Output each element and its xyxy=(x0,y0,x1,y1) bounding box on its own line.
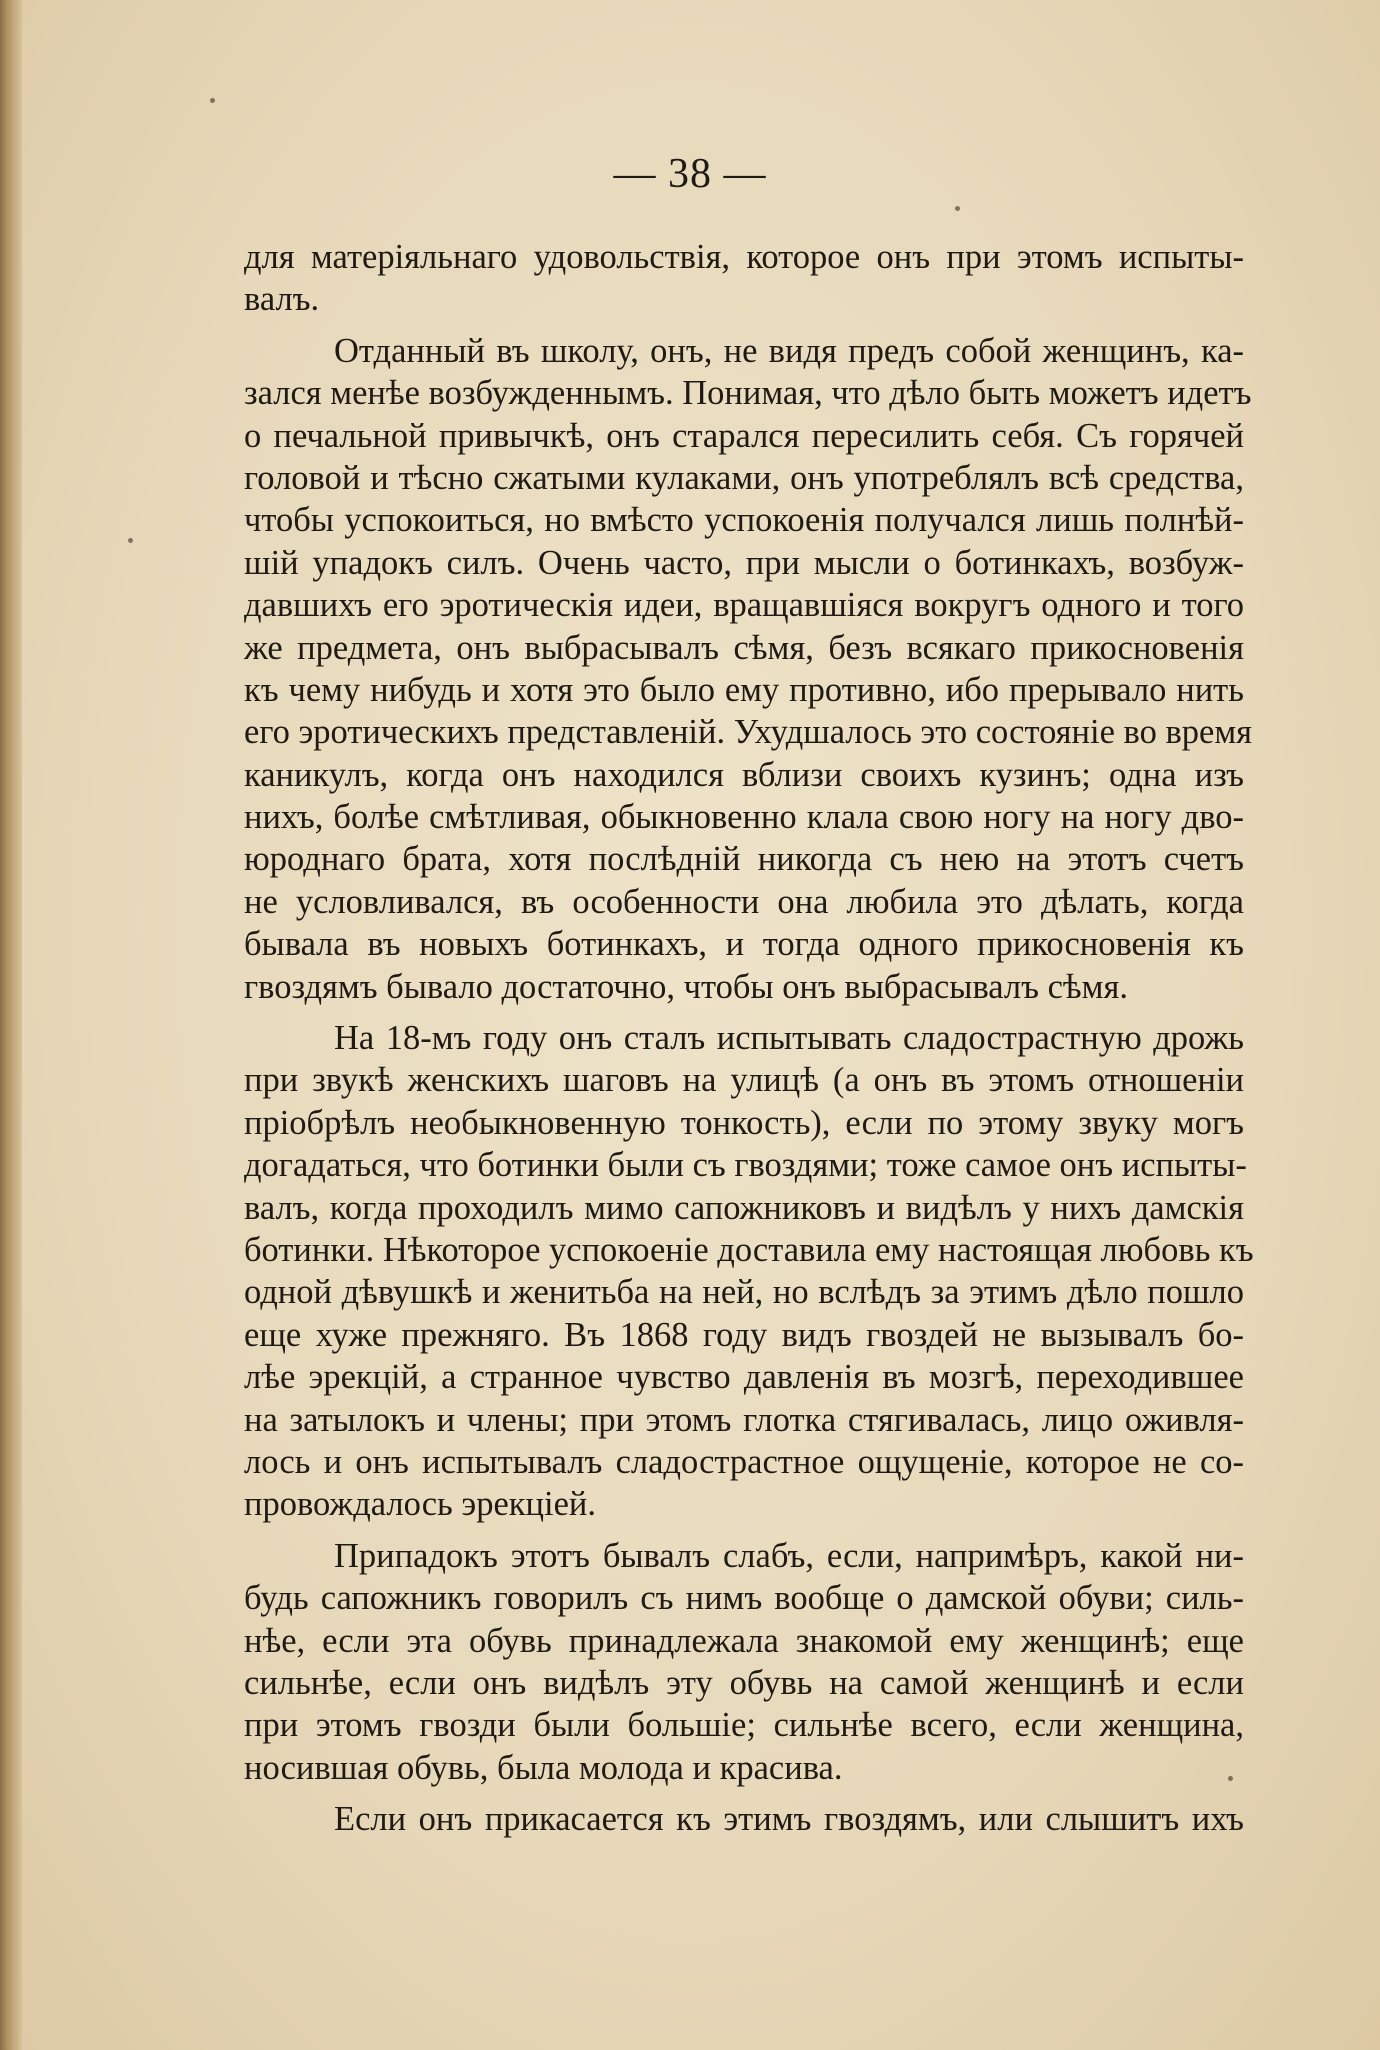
page-number: — 38 — xyxy=(613,151,767,197)
paper-speck xyxy=(210,98,215,103)
text-line: догадаться, что ботинки были съ гвоздями; тоже самое онъ испыты- xyxy=(244,1146,1247,1185)
paragraph-gap xyxy=(244,1526,1244,1535)
text-line: о печальной привычкѣ, онъ старался пересилить себя. Съ горячей xyxy=(244,416,1244,455)
text-line: сильнѣе, если онъ видѣлъ эту обувь на самой женщинѣ и если xyxy=(244,1663,1244,1702)
paragraph-gap xyxy=(244,1008,1244,1017)
text-line: къ чему нибудь и хотя это было ему противно, ибо прерывало нить xyxy=(244,670,1244,709)
text-line: каникулъ, когда онъ находился вблизи своихъ кузинъ; одна изъ xyxy=(244,755,1244,794)
paper-speck xyxy=(1228,1776,1233,1781)
text-line: На 18-мъ году онъ сталъ испытывать сладострастную дрожь xyxy=(334,1019,1244,1058)
paragraph xyxy=(244,236,1244,321)
text-line: его эротическихъ представленій. Ухудшалось это состояніе во время xyxy=(244,713,1253,752)
text-line: ботинки. Нѣкоторое успокоеніе доставила ему настоящая любовь къ xyxy=(244,1230,1254,1269)
text-line: нихъ, болѣе смѣтливая, обыкновенно клала свою ногу на ногу дво- xyxy=(244,798,1244,837)
text-line: при звукѣ женскихъ шаговъ на улицѣ (а онъ въ этомъ отношеніи xyxy=(244,1061,1244,1100)
text-line: валъ, когда проходилъ мимо сапожниковъ и видѣлъ у нихъ дамскія xyxy=(244,1188,1244,1227)
text-line: Отданный въ школу, онъ, не видя предъ собой женщинъ, ка- xyxy=(334,331,1244,370)
text-line: нѣе, если эта обувь принадлежала знакомой ему женщинѣ; еще xyxy=(244,1621,1244,1660)
text-line: головой и тѣсно сжатыми кулаками, онъ употреблялъ всѣ средства, xyxy=(244,458,1244,497)
text-line: пріобрѣлъ необыкновенную тонкость), если по этому звуку могъ xyxy=(244,1103,1244,1142)
text-line: на затылокъ и члены; при этомъ глотка стягивалась, лицо оживля- xyxy=(244,1400,1244,1439)
text-line: не условливался, въ особенности она любила это дѣлать, когда xyxy=(244,882,1244,921)
paragraph xyxy=(244,330,1253,1008)
text-line: Припадокъ этотъ бывалъ слабъ, если, напримѣръ, какой ни- xyxy=(334,1536,1244,1575)
text-line: для матеріяльнаго удовольствія, которое онъ при этомъ испыты- xyxy=(244,238,1244,276)
page-spine-edge xyxy=(0,0,22,2050)
body-text xyxy=(244,236,1254,1840)
text-line: юроднаго брата, хотя послѣдній никогда съ нею на этотъ счетъ xyxy=(244,840,1244,879)
paragraph xyxy=(244,1535,1244,1789)
text-line: провождалось эрекціей. xyxy=(244,1485,596,1524)
text-line: при этомъ гвозди были большіе; сильнѣе всего, если женщина, xyxy=(244,1706,1244,1745)
paragraph-gap xyxy=(244,321,1244,330)
text-line: будь сапожникъ говорилъ съ нимъ вообще о дамской обуви; силь- xyxy=(244,1579,1244,1618)
paper-speck xyxy=(955,206,960,211)
text-line: чтобы успокоиться, но вмѣсто успокоенія получался лишь полнѣй- xyxy=(244,501,1244,540)
text-line: лось и онъ испытывалъ сладострастное ощущеніе, которое не со- xyxy=(244,1442,1244,1481)
text-line: еще хуже прежняго. Въ 1868 году видъ гвоздей не вызывалъ бо- xyxy=(244,1315,1244,1354)
text-line: валъ. xyxy=(244,280,320,319)
paragraph xyxy=(244,1017,1254,1526)
text-line: давшихъ его эротическія идеи, вращавшіяся вокругъ одного и того xyxy=(244,586,1244,625)
text-line: шій упадокъ силъ. Очень часто, при мысли о ботинкахъ, возбуж- xyxy=(244,543,1244,582)
text-line: одной дѣвушкѣ и женитьба на ней, но вслѣдъ за этимъ дѣло пошло xyxy=(244,1273,1244,1312)
text-line: Если онъ прикасается къ этимъ гвоздямъ, или слышитъ ихъ xyxy=(334,1800,1244,1839)
paragraph-gap xyxy=(244,1789,1244,1798)
text-line: зался менѣе возбужденнымъ. Понимая, что дѣло быть можетъ идетъ xyxy=(244,374,1252,413)
paragraph xyxy=(244,1798,1244,1840)
text-line: бывала въ новыхъ ботинкахъ, и тогда одного прикосновенія къ xyxy=(244,925,1244,964)
text-line: гвоздямъ бывало достаточно, чтобы онъ выбрасывалъ сѣмя. xyxy=(244,967,1128,1006)
text-line: же предмета, онъ выбрасывалъ сѣмя, безъ всякаго прикосновенія xyxy=(244,628,1244,667)
paper-speck xyxy=(128,538,133,543)
text-line: лѣе эрекцій, а странное чувство давленія въ мозгѣ, переходившее xyxy=(244,1358,1244,1397)
text-line: носившая обувь, была молода и красива. xyxy=(244,1748,843,1787)
